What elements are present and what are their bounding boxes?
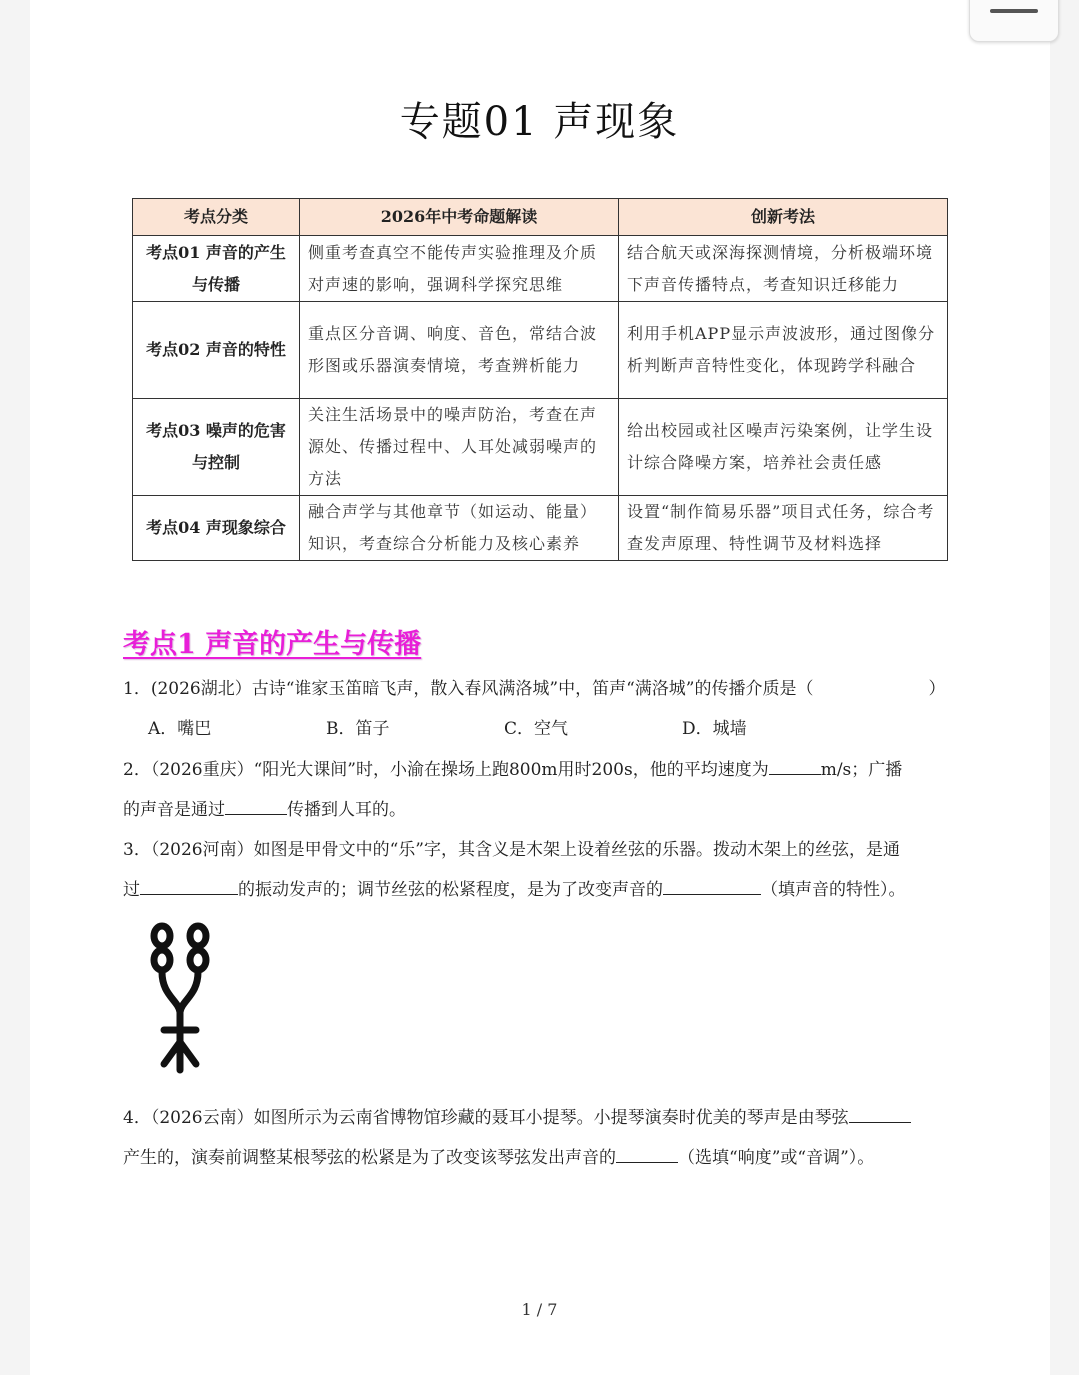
- question-3-part2: 过: [123, 880, 140, 900]
- row-analysis: 融合声学与其他章节（如运动、能量）知识，考查综合分析能力及核心素养: [300, 496, 619, 561]
- question-3-part1: 3．（2026河南）如图是甲骨文中的“乐”字，其含义是木架上设着丝弦的乐器。拨动木架上的丝弦，是通: [123, 840, 900, 860]
- header-innovation: 创新考法: [619, 199, 948, 236]
- row-innovation: 给出校园或社区噪声污染案例，让学生设计综合降噪方案，培养社会责任感: [619, 399, 948, 496]
- question-4-part1: 4．（2026云南）如图所示为云南省博物馆珍藏的聂耳小提琴。小提琴演奏时优美的琴声是由琴弦: [123, 1108, 849, 1128]
- menu-button[interactable]: [969, 0, 1059, 42]
- answer-blank[interactable]: [225, 794, 287, 815]
- row-analysis: 侧重考查真空不能传声实验推理及介质对声速的影响，强调科学探究思维: [300, 236, 619, 302]
- header-category: 考点分类: [133, 199, 300, 236]
- option-c[interactable]: C．空气: [504, 719, 569, 739]
- table-row: [133, 399, 948, 496]
- table-row: [133, 302, 948, 399]
- row-category: 考点02 声音的特性: [133, 302, 300, 399]
- question-2-part4: 传播到人耳的。: [287, 800, 406, 820]
- option-a[interactable]: A．嘴巴: [148, 719, 212, 739]
- document-title: 专题01 声现象: [399, 99, 680, 145]
- row-innovation: 利用手机APP显示声波波形，通过图像分析判断声音特性变化，体现跨学科融合: [619, 302, 948, 399]
- question-4-part2: 产生的，演奏前调整某根琴弦的松紧是为了改变该琴弦发出声音的: [123, 1148, 616, 1168]
- question-2-part2: m/s；广播: [820, 760, 903, 780]
- question-3: [123, 830, 963, 910]
- table-header-row: [133, 199, 948, 236]
- question-3-part4: （填声音的特性）。: [761, 880, 906, 900]
- row-category: 考点03 噪声的危害与控制: [133, 399, 300, 496]
- page-number: 1 / 7: [521, 1300, 558, 1319]
- section-heading: 考点1 声音的产生与传播: [123, 629, 422, 660]
- answer-blank[interactable]: [140, 874, 238, 895]
- question-1-text: 1．(2026湖北）古诗“谁家玉笛暗飞声，散入春风满洛城”中，笛声“满洛城”的传播介质是（: [123, 679, 814, 699]
- row-innovation: 结合航天或深海探测情境，分析极端环境下声音传播特点，考查知识迁移能力: [619, 236, 948, 302]
- question-1-bracket-end: ）: [928, 679, 946, 699]
- answer-blank[interactable]: [663, 874, 761, 895]
- question-4: [123, 1098, 963, 1178]
- header-analysis: 2026年中考命题解读: [300, 199, 619, 236]
- table-row: [133, 236, 948, 302]
- overview-table: [132, 198, 948, 561]
- question-1: [123, 669, 963, 709]
- option-d[interactable]: D．城墙: [682, 719, 747, 739]
- row-category: 考点01 声音的产生与传播: [133, 236, 300, 302]
- answer-blank[interactable]: [849, 1102, 911, 1123]
- row-analysis: 重点区分音调、响度、音色，常结合波形图或乐器演奏情境，考查辨析能力: [300, 302, 619, 399]
- question-2-part1: 2．（2026重庆）“阳光大课间”时，小渝在操场上跑800m用时200s，他的平均速度为: [123, 760, 769, 780]
- question-4-part3: （选填“响度”或“音调”）。: [678, 1148, 875, 1168]
- question-3-part3: 的振动发声的；调节丝弦的松紧程度，是为了改变声音的: [238, 880, 663, 900]
- answer-blank[interactable]: [769, 754, 821, 775]
- question-2: [123, 750, 963, 830]
- row-innovation: 设置“制作简易乐器”项目式任务，综合考查发声原理、特性调节及材料选择: [619, 496, 948, 561]
- row-category: 考点04 声现象综合: [133, 496, 300, 561]
- question-2-part3: 的声音是通过: [123, 800, 225, 820]
- menu-icon: [990, 9, 1038, 13]
- row-analysis: 关注生活场景中的噪声防治，考查在声源处、传播过程中、人耳处减弱噪声的方法: [300, 399, 619, 496]
- option-b[interactable]: B．笛子: [326, 719, 390, 739]
- oracle-bone-yue-glyph: [140, 920, 220, 1080]
- table-row: [133, 496, 948, 561]
- answer-blank[interactable]: [616, 1142, 678, 1163]
- question-1-options: [148, 710, 860, 748]
